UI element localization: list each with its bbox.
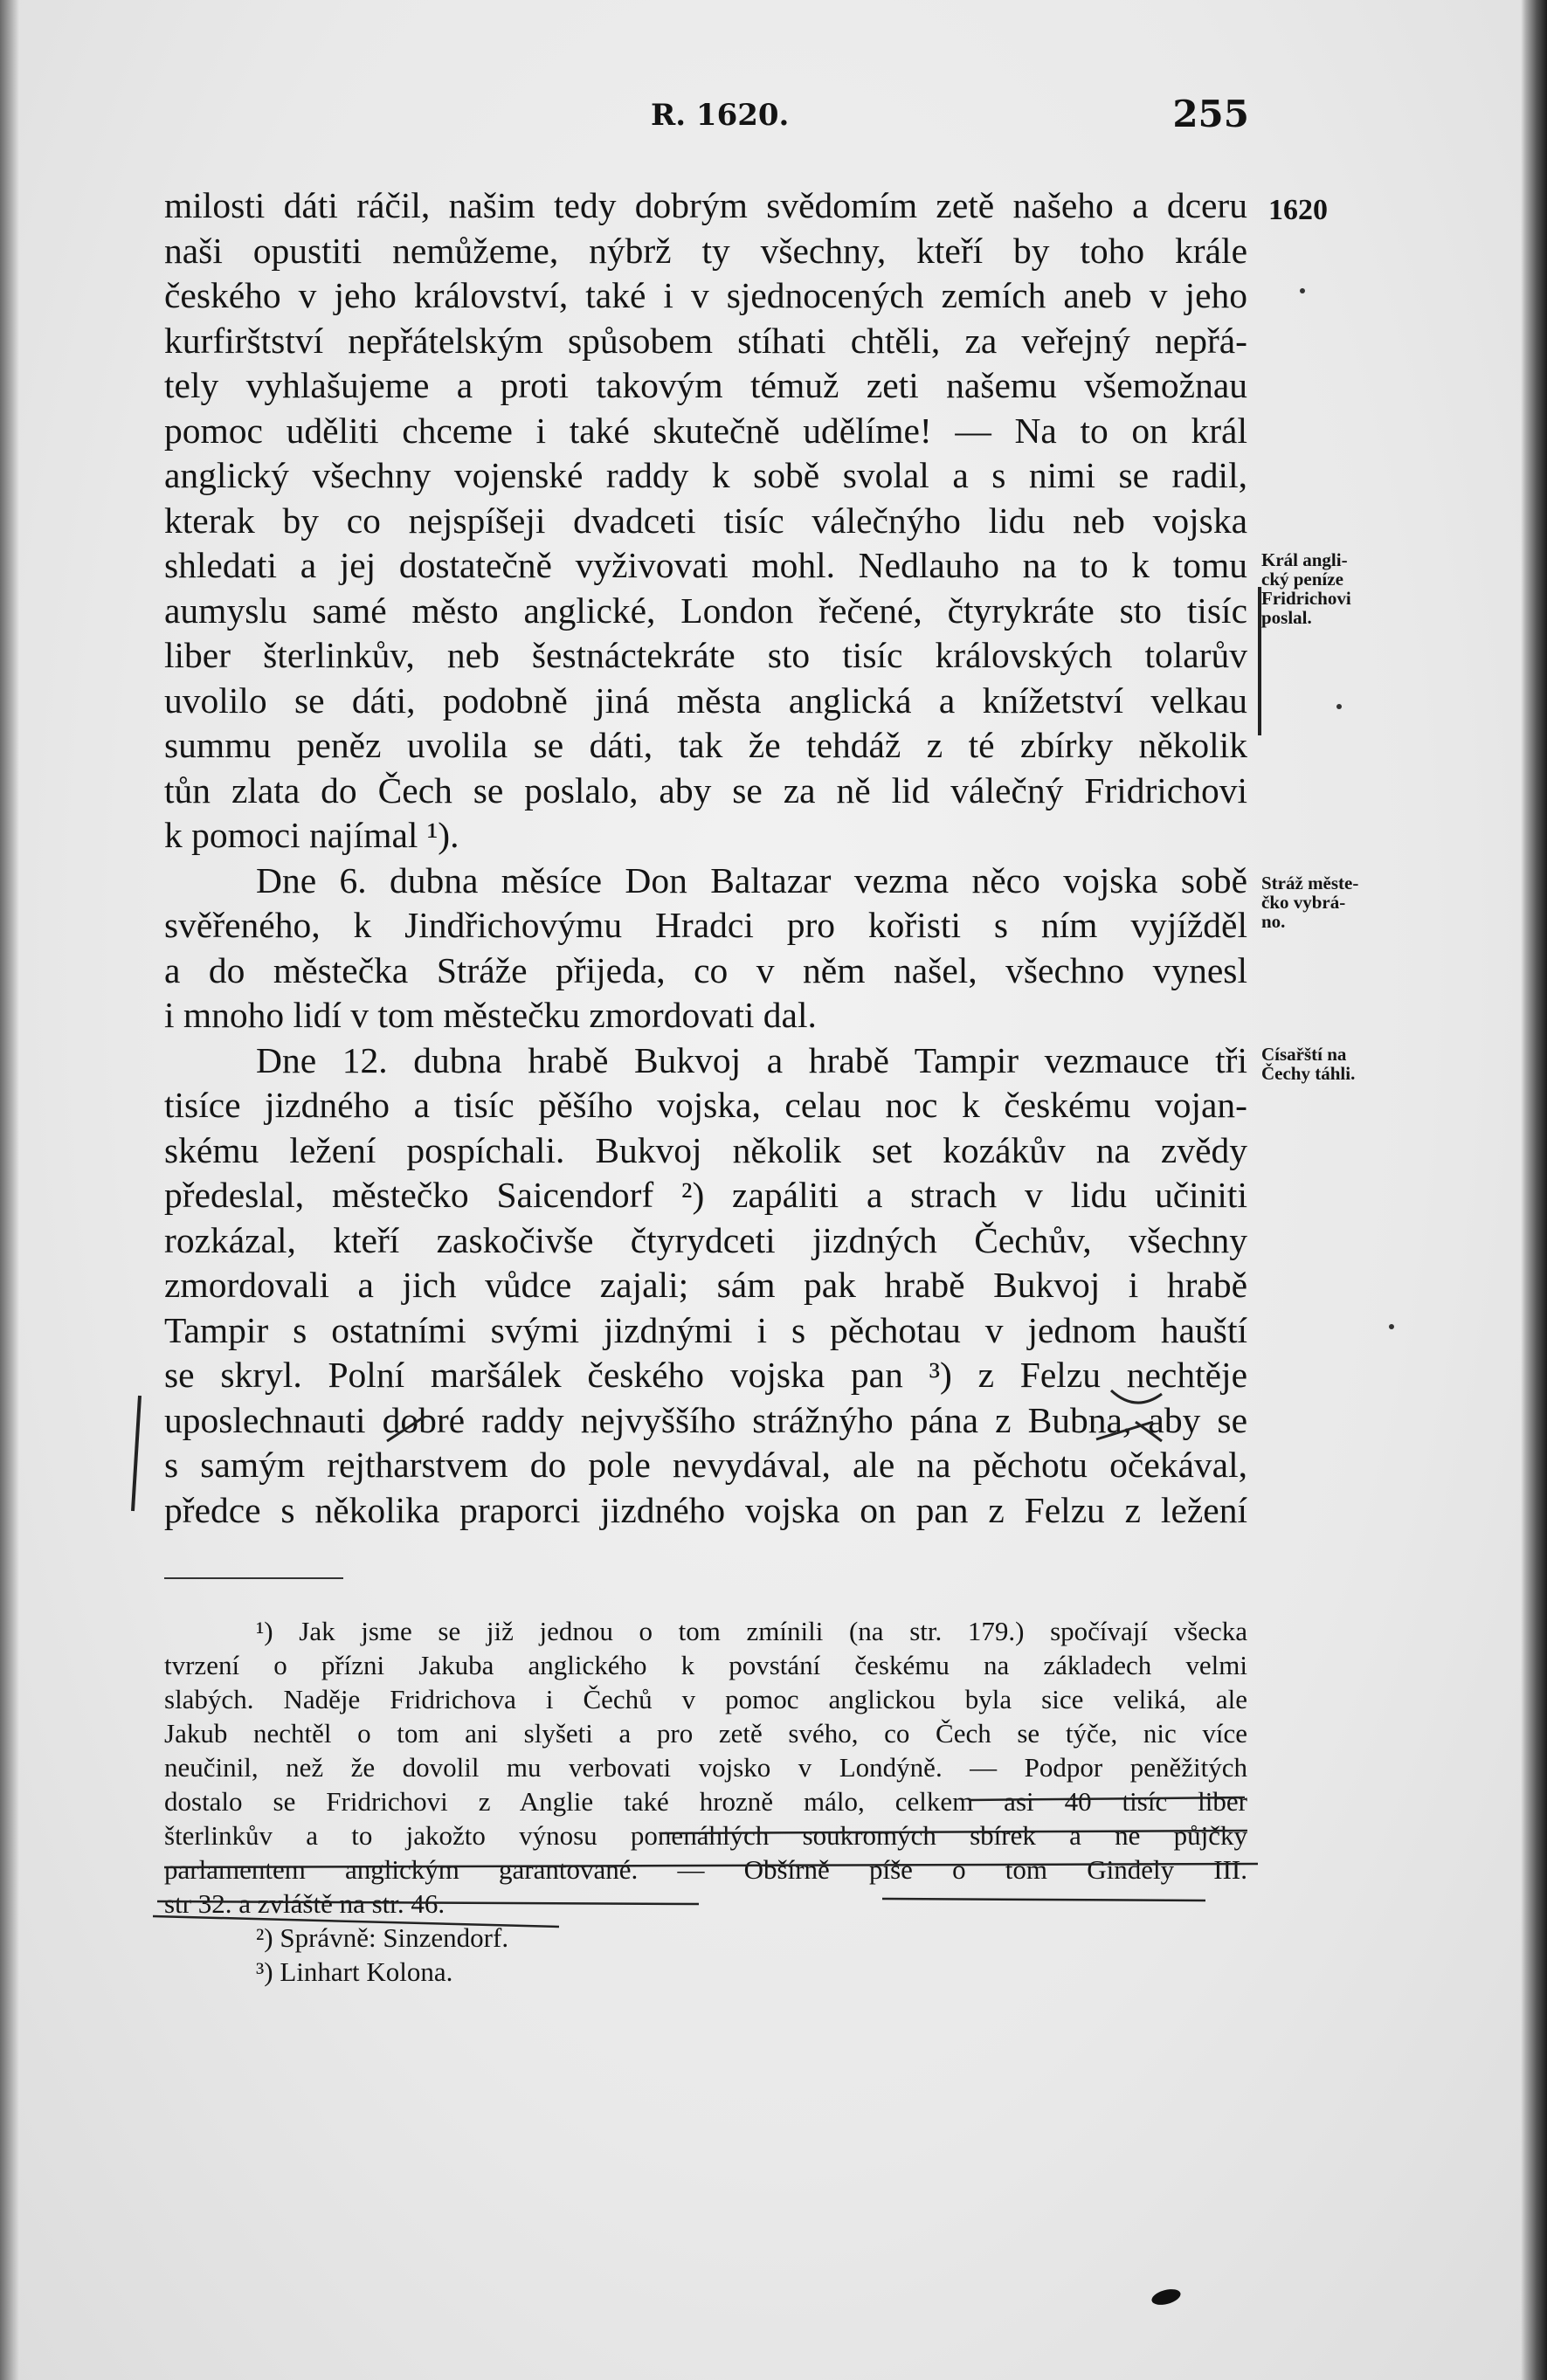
- scan-shadow-right: [1521, 0, 1547, 2380]
- body-line: tůn zlata do Čech se poslalo, aby se za ně lid válečný Fridrichovi: [164, 769, 1247, 811]
- body-line: se skryl. Polní maršálek českého vojska pan ³) z Felzu nechtěje: [164, 1355, 1247, 1395]
- body-text: [164, 183, 1247, 1533]
- body-line: českého v jeho království, také i v sjednocených zemích aneb v jeho: [164, 275, 1247, 315]
- speck: [1300, 288, 1305, 293]
- side-note-line: čko vybrá-: [1261, 892, 1346, 913]
- footnote-line: str 32. a zvláště na str. 46.: [164, 1888, 445, 1919]
- side-note-imperials: [1261, 1045, 1401, 1083]
- side-note-line: no.: [1261, 911, 1286, 932]
- body-line: tely vyhlašujeme a proti takovým témuž zeti našemu všemožnau: [164, 365, 1247, 405]
- margin-bracket: [1258, 587, 1261, 735]
- footnote-line: šterlinkův a to jakožto výnosu ponenáhlých soukromých sbírek a ne půjčky: [164, 1820, 1247, 1851]
- body-line: Dne 6. dubna měsíce Don Baltazar vezma něco vojska sobě: [256, 859, 1247, 900]
- body-line: Tampir s ostatními svými jizdnými i s pěchotau v jednom hauští: [164, 1309, 1247, 1350]
- side-note-straz: [1261, 873, 1401, 931]
- side-note-line: Fridrichovi: [1261, 588, 1351, 609]
- body-line: anglický všechny vojenské raddy k sobě svolal a s nimi se radil,: [164, 455, 1247, 495]
- body-line: předce s několika praporci jizdného vojska on pan z Felzu z ležení: [164, 1489, 1247, 1530]
- side-note-line: Císařští na: [1261, 1044, 1347, 1065]
- body-line: a do městečka Stráže přijeda, co v něm našel, všechno vynesl: [164, 949, 1247, 990]
- footnote-line: ³) Linhart Kolona.: [256, 1956, 453, 1987]
- side-note-line: poslal.: [1261, 607, 1312, 628]
- body-line: předeslal, městečko Saicendorf ²) zapáliti a strach v lidu učiniti: [164, 1175, 1247, 1215]
- body-line: s samým rejtharstvem do pole nevydával, ale na pěchotu očekával,: [164, 1445, 1247, 1485]
- body-line: uposlechnauti dobré raddy nejvyššího strážnýho pána z Bubna, aby se: [164, 1399, 1247, 1440]
- body-line: kterak by co nejspíšeji dvadceti tisíc válečnýho lidu neb vojska: [164, 500, 1247, 541]
- body-line: summu peněz uvolila se dáti, tak že tehdáž z té zbírky několik: [164, 725, 1247, 765]
- body-line: shledati a jej dostatečně vyživovati mohl. Nedlauho na to k tomu: [164, 545, 1247, 585]
- side-note-line: Král angli-: [1261, 549, 1348, 570]
- body-line: Dne 12. dubna hrabě Bukvoj a hrabě Tampir vezmauce tři: [256, 1039, 1247, 1080]
- footnote-rule: [164, 1577, 343, 1579]
- footnote-line: tvrzení o přízni Jakuba anglického k povstání českému na základech velmi: [164, 1650, 1247, 1680]
- side-note-line: Čechy táhli.: [1261, 1063, 1356, 1084]
- body-line: kurfirštství nepřátelským spůsobem stíhati chtěli, za veřejný nepřá-: [164, 320, 1247, 361]
- ink-blot: [1150, 2287, 1183, 2308]
- footnote-line: dostalo se Fridrichovi z Anglie také hrozně málo, celkem asi 40 tisíc liber: [164, 1786, 1247, 1817]
- side-note-line: Stráž měste-: [1261, 873, 1359, 893]
- side-note-line: cký peníze: [1261, 569, 1343, 590]
- speck: [1389, 1324, 1394, 1329]
- body-line: naši opustiti nemůžeme, nýbrž ty všechny, kteří by toho krále: [164, 230, 1247, 271]
- body-line: zmordovali a jich vůdce zajali; sám pak hrabě Bukvoj i hrabě: [164, 1265, 1247, 1305]
- body-line: liber šterlinkův, neb šestnáctekráte sto tisíc královských tolarův: [164, 635, 1247, 675]
- body-line: k pomoci najímal ¹).: [164, 815, 459, 855]
- speck: [1336, 704, 1342, 709]
- margin-year: 1620: [1268, 194, 1328, 226]
- body-line: uvolilo se dáti, podobně jiná města anglická a knížetství velkau: [164, 680, 1247, 721]
- body-line: tisíce jizdného a tisíc pěšího vojska, celau noc k českému vojan-: [164, 1085, 1247, 1125]
- scan-shadow-left: [0, 0, 19, 2380]
- body-line: svěřeného, k Jindřichovýmu Hradci pro kořisti s ním vyjížděl: [164, 905, 1247, 945]
- body-line: pomoc uděliti chceme i také skutečně udělíme! — Na to on král: [164, 410, 1247, 451]
- body-line: milosti dáti ráčil, našim tedy dobrým svědomím zetě našeho a dceru: [164, 185, 1247, 225]
- body-line: i mnoho lidí v tom městečku zmordovati dal.: [164, 995, 817, 1035]
- body-line: skému ležení pospíchali. Bukvoj několik set kozákův na zvědy: [164, 1129, 1247, 1170]
- footnote-line: ²) Správně: Sinzendorf.: [256, 1922, 509, 1953]
- page-number: 255: [1172, 93, 1249, 135]
- footnote-line: ¹) Jak jsme se již jednou o tom zmínili (na str. 179.) spočívají všecka: [256, 1616, 1247, 1646]
- footnote-line: neučinil, než že dovolil mu verbovati vojsko v Londýně. — Podpor peněžitých: [164, 1752, 1247, 1783]
- page-header: [166, 93, 1249, 141]
- body-line: rozkázal, kteří zaskočivše čtyrydceti jizdných Čechův, všechny: [164, 1219, 1247, 1260]
- pencil-mark-left-bracket: [133, 1396, 140, 1511]
- footnote-line: Jakub nechtěl o tom ani slyšeti a pro zetě svého, co Čech se týče, nic více: [164, 1718, 1247, 1749]
- footnote-line: slabých. Naděje Fridrichova i Čechů v pomoc anglickou byla sice veliká, ale: [164, 1684, 1247, 1714]
- footnote-line: parlamentem anglickým garantované. — Obšírně píše o tom Gindely III.: [164, 1854, 1247, 1885]
- body-line: aumyslu samé město anglické, London řečené, čtyrykráte sto tisíc: [164, 590, 1247, 631]
- running-title: R. 1620.: [651, 98, 790, 133]
- side-note-king-money: [1261, 550, 1401, 627]
- footnotes: [164, 1614, 1247, 1989]
